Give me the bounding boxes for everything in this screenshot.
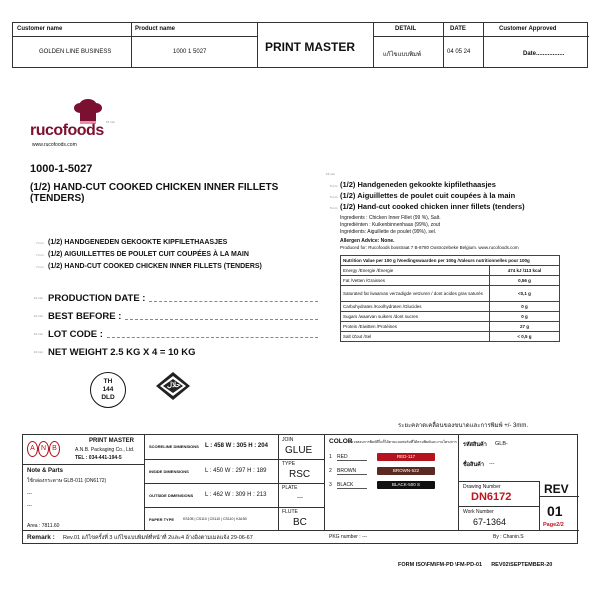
th-dld-badge: TH 144 DLD bbox=[90, 372, 126, 408]
customer-name-label: Customer name bbox=[17, 26, 63, 32]
product-line-fr: (1/2) AIGUILLETTES DE POULET CUIT COUPÉES À LA MAIN bbox=[48, 251, 249, 258]
drawn-by: By : Chanin.S bbox=[493, 534, 524, 540]
plate-label: PLATE bbox=[282, 485, 298, 491]
scoreline-value: L : 458 W : 305 H : 204 bbox=[205, 443, 268, 449]
plate-value: --- bbox=[297, 495, 303, 501]
anb-logo bbox=[27, 441, 61, 459]
inside-label: INSIDE DIMENSIONS bbox=[149, 469, 189, 474]
rp-title-fr: (1/2) Aiguillettes de poulet cuit coupées à la main bbox=[340, 191, 516, 200]
table-row: Salt /Zout /Sel < 0,5 g bbox=[341, 332, 560, 342]
drawing-label: Drawing Number bbox=[463, 484, 501, 490]
right-panel bbox=[340, 180, 560, 342]
note-label: Note & Parts bbox=[27, 468, 64, 474]
anb-logo-b: B bbox=[49, 441, 60, 457]
color-label: COLOR bbox=[329, 438, 353, 445]
paper-value: KS105 | CS110 | CS110 | CS110 | KA150 bbox=[183, 517, 247, 521]
production-fields bbox=[48, 290, 318, 358]
form-code: FORM ISO\FM\FM-PD \FM-PD-01 REV02\SEPTEMBER-20 bbox=[398, 562, 553, 568]
approved-label: Customer Approved bbox=[499, 26, 557, 32]
header-bar bbox=[12, 22, 588, 68]
tolerance-note: ระยะคลาดเคลื่อนของขนาดและการพิมพ์ +/- 3mm. bbox=[398, 423, 529, 429]
table-row: Sugars /waarvan suikers /dont sucres 0 g bbox=[341, 312, 560, 322]
note-line-1: --- bbox=[27, 491, 32, 497]
flute-value: BC bbox=[293, 517, 307, 528]
detail-value: แก้ไขแบบพิมพ์ bbox=[383, 52, 421, 58]
rp-ingredients-nl: Ingrediënten : Kuikenbinnenhaas (99%), zout bbox=[340, 222, 441, 228]
remark-label: Remark : bbox=[27, 534, 55, 541]
rev-label: REV bbox=[544, 482, 569, 496]
paper-label: PAPER TYPE bbox=[149, 517, 175, 522]
rp-title-en: (1/2) Hand-cut cooked chicken inner fillets (tenders) bbox=[340, 202, 525, 211]
company-tel: TEL : 034-441-194-5 bbox=[75, 455, 122, 461]
note-value: ใช้กล่องกระดาษ GLB-011 (DN6172) bbox=[27, 478, 107, 484]
scoreline-label: SCORELINE DIMENSIONS bbox=[149, 444, 199, 449]
product-name-th-label: ชื่อสินค้า bbox=[463, 462, 484, 468]
date-label: DATE bbox=[450, 26, 466, 32]
page-title: PRINT MASTER bbox=[265, 40, 355, 54]
table-row: Energy /Energie /Énergie 474 kJ /113 kcal bbox=[341, 266, 560, 276]
customer-name: GOLDEN LINE BUSINESS bbox=[39, 49, 112, 55]
product-name: 1000 1 5027 bbox=[173, 49, 207, 55]
area-value: Area : 7811.60 bbox=[27, 523, 60, 529]
product-line-nl: (1/2) HANDGENEDEN GEKOOKTE KIPFILETHAASJES bbox=[48, 239, 228, 246]
color-note: ตรวจสอบการพิมพ์สีใดก็ได้ตามแบบฟอร์มที่ได้ตามพิมพ์และงานโครงการ bbox=[349, 440, 457, 444]
detail-label: DETAIL bbox=[395, 26, 417, 32]
type-value: RSC bbox=[289, 469, 311, 480]
rp-produced-for: Produced for: Rucofoods bosstraat 7 B-8780 Oostrozebeke Belgium. www.rucofoods.com bbox=[340, 245, 519, 250]
brand-logo bbox=[30, 96, 120, 152]
work-number: 67-1364 bbox=[473, 517, 507, 527]
halal-logo: حلال bbox=[156, 372, 190, 408]
product-name-th-value: --- bbox=[489, 461, 495, 467]
work-label: Work Number bbox=[463, 509, 494, 515]
rev-number: 01 bbox=[547, 503, 563, 519]
page-number: Page2/2 bbox=[543, 522, 564, 528]
color-swatch-brown: BROWN-522 bbox=[377, 467, 435, 475]
rp-ingredients-en: Ingredients : Chicken Inner Fillet (99 %), Salt. bbox=[340, 215, 441, 221]
brand-name: rucofoods bbox=[30, 122, 104, 139]
table-row: Protein /Eiwitten /Protéines 27 g bbox=[341, 322, 560, 332]
product-code: 1000-1-5027 bbox=[30, 163, 93, 175]
rp-allergen: Allergen Advice: None. bbox=[340, 238, 395, 244]
spec-block bbox=[22, 434, 578, 544]
pkg-number: PKG number : --- bbox=[329, 534, 368, 540]
brand-website: www.rucofoods.com bbox=[32, 142, 77, 148]
rp-ingredients-fr: Ingrédients: Aiguillette de poulet (99%), sel. bbox=[340, 229, 437, 235]
outside-value: L : 462 W : 309 H : 213 bbox=[205, 492, 267, 498]
flute-label: FLUTE bbox=[282, 509, 298, 515]
net-weight: NET WEIGHT 2.5 KG X 4 = 10 KG bbox=[48, 347, 196, 358]
best-before-field[interactable]: BEST BEFORE : bbox=[48, 308, 318, 322]
table-row: Saturated fat /waarvan verzadigde vetzuren / dont acides gras saturés <0,1 g bbox=[341, 286, 560, 302]
product-name-label: Product name bbox=[135, 26, 176, 32]
rp-title-nl: (1/2) Handgeneden gekookte kipfilethaasjes bbox=[340, 180, 496, 189]
color-row-2: 2 BROWN BROWN-522 bbox=[329, 467, 435, 475]
color-swatch-red: RED-117 bbox=[377, 453, 435, 461]
drawing-number: DN6172 bbox=[471, 491, 512, 503]
anb-logo-n: N bbox=[38, 441, 49, 457]
join-value: GLUE bbox=[285, 445, 313, 456]
color-row-3: 3 BLACK BLACK-500 S bbox=[329, 481, 435, 489]
note-line-2: --- bbox=[27, 503, 32, 509]
nutrition-table bbox=[340, 255, 560, 342]
product-code-label: รหัสสินค้า bbox=[463, 442, 487, 448]
company-title: PRINT MASTER bbox=[89, 438, 134, 444]
product-title-en: (1/2) HAND-CUT COOKED CHICKEN INNER FILLETS (TENDERS) bbox=[30, 182, 279, 204]
color-swatch-black: BLACK-500 S bbox=[377, 481, 435, 489]
anb-logo-a: A bbox=[27, 441, 38, 457]
color-row-1: 1 RED RED-117 bbox=[329, 453, 435, 461]
table-row: Carbohydrates /Koolhydraten /Glucides 0 g bbox=[341, 302, 560, 312]
outside-label: OUTSIDE DIMENSIONS bbox=[149, 493, 194, 498]
join-label: JOIN bbox=[282, 437, 294, 443]
company-name: A.N.B. Packaging Co., Ltd. bbox=[75, 447, 135, 453]
remark-text: Rev.01 แก้ไขครั้งที่ 3 แก้ไขแบบพิมพ์ที่หน้าที่ 2และ4 อ้างอิงตามเมลแจ้ง 29-06-67 bbox=[63, 535, 253, 541]
nutrition-header: Nutrition Value per 100 g /Voedingswaarden per 100g /Valeurs nutritionnelles pour 100g bbox=[341, 256, 560, 266]
approved-date: Date................. bbox=[523, 51, 565, 57]
date-value: 04 05 24 bbox=[447, 49, 471, 55]
inside-value: L : 450 W : 297 H : 189 bbox=[205, 468, 267, 474]
type-label: TYPE bbox=[282, 461, 296, 467]
product-lines bbox=[48, 239, 262, 275]
product-line-en: (1/2) HAND-CUT COOKED CHICKEN INNER FILLETS (TENDERS) bbox=[48, 263, 262, 270]
lot-code-field[interactable]: LOT CODE : bbox=[48, 326, 318, 340]
table-row: Fat /Vetten /Graisses 0,56 g bbox=[341, 276, 560, 286]
production-date-field[interactable]: PRODUCTION DATE : bbox=[48, 290, 318, 304]
product-code-value: GLB- bbox=[495, 441, 508, 447]
